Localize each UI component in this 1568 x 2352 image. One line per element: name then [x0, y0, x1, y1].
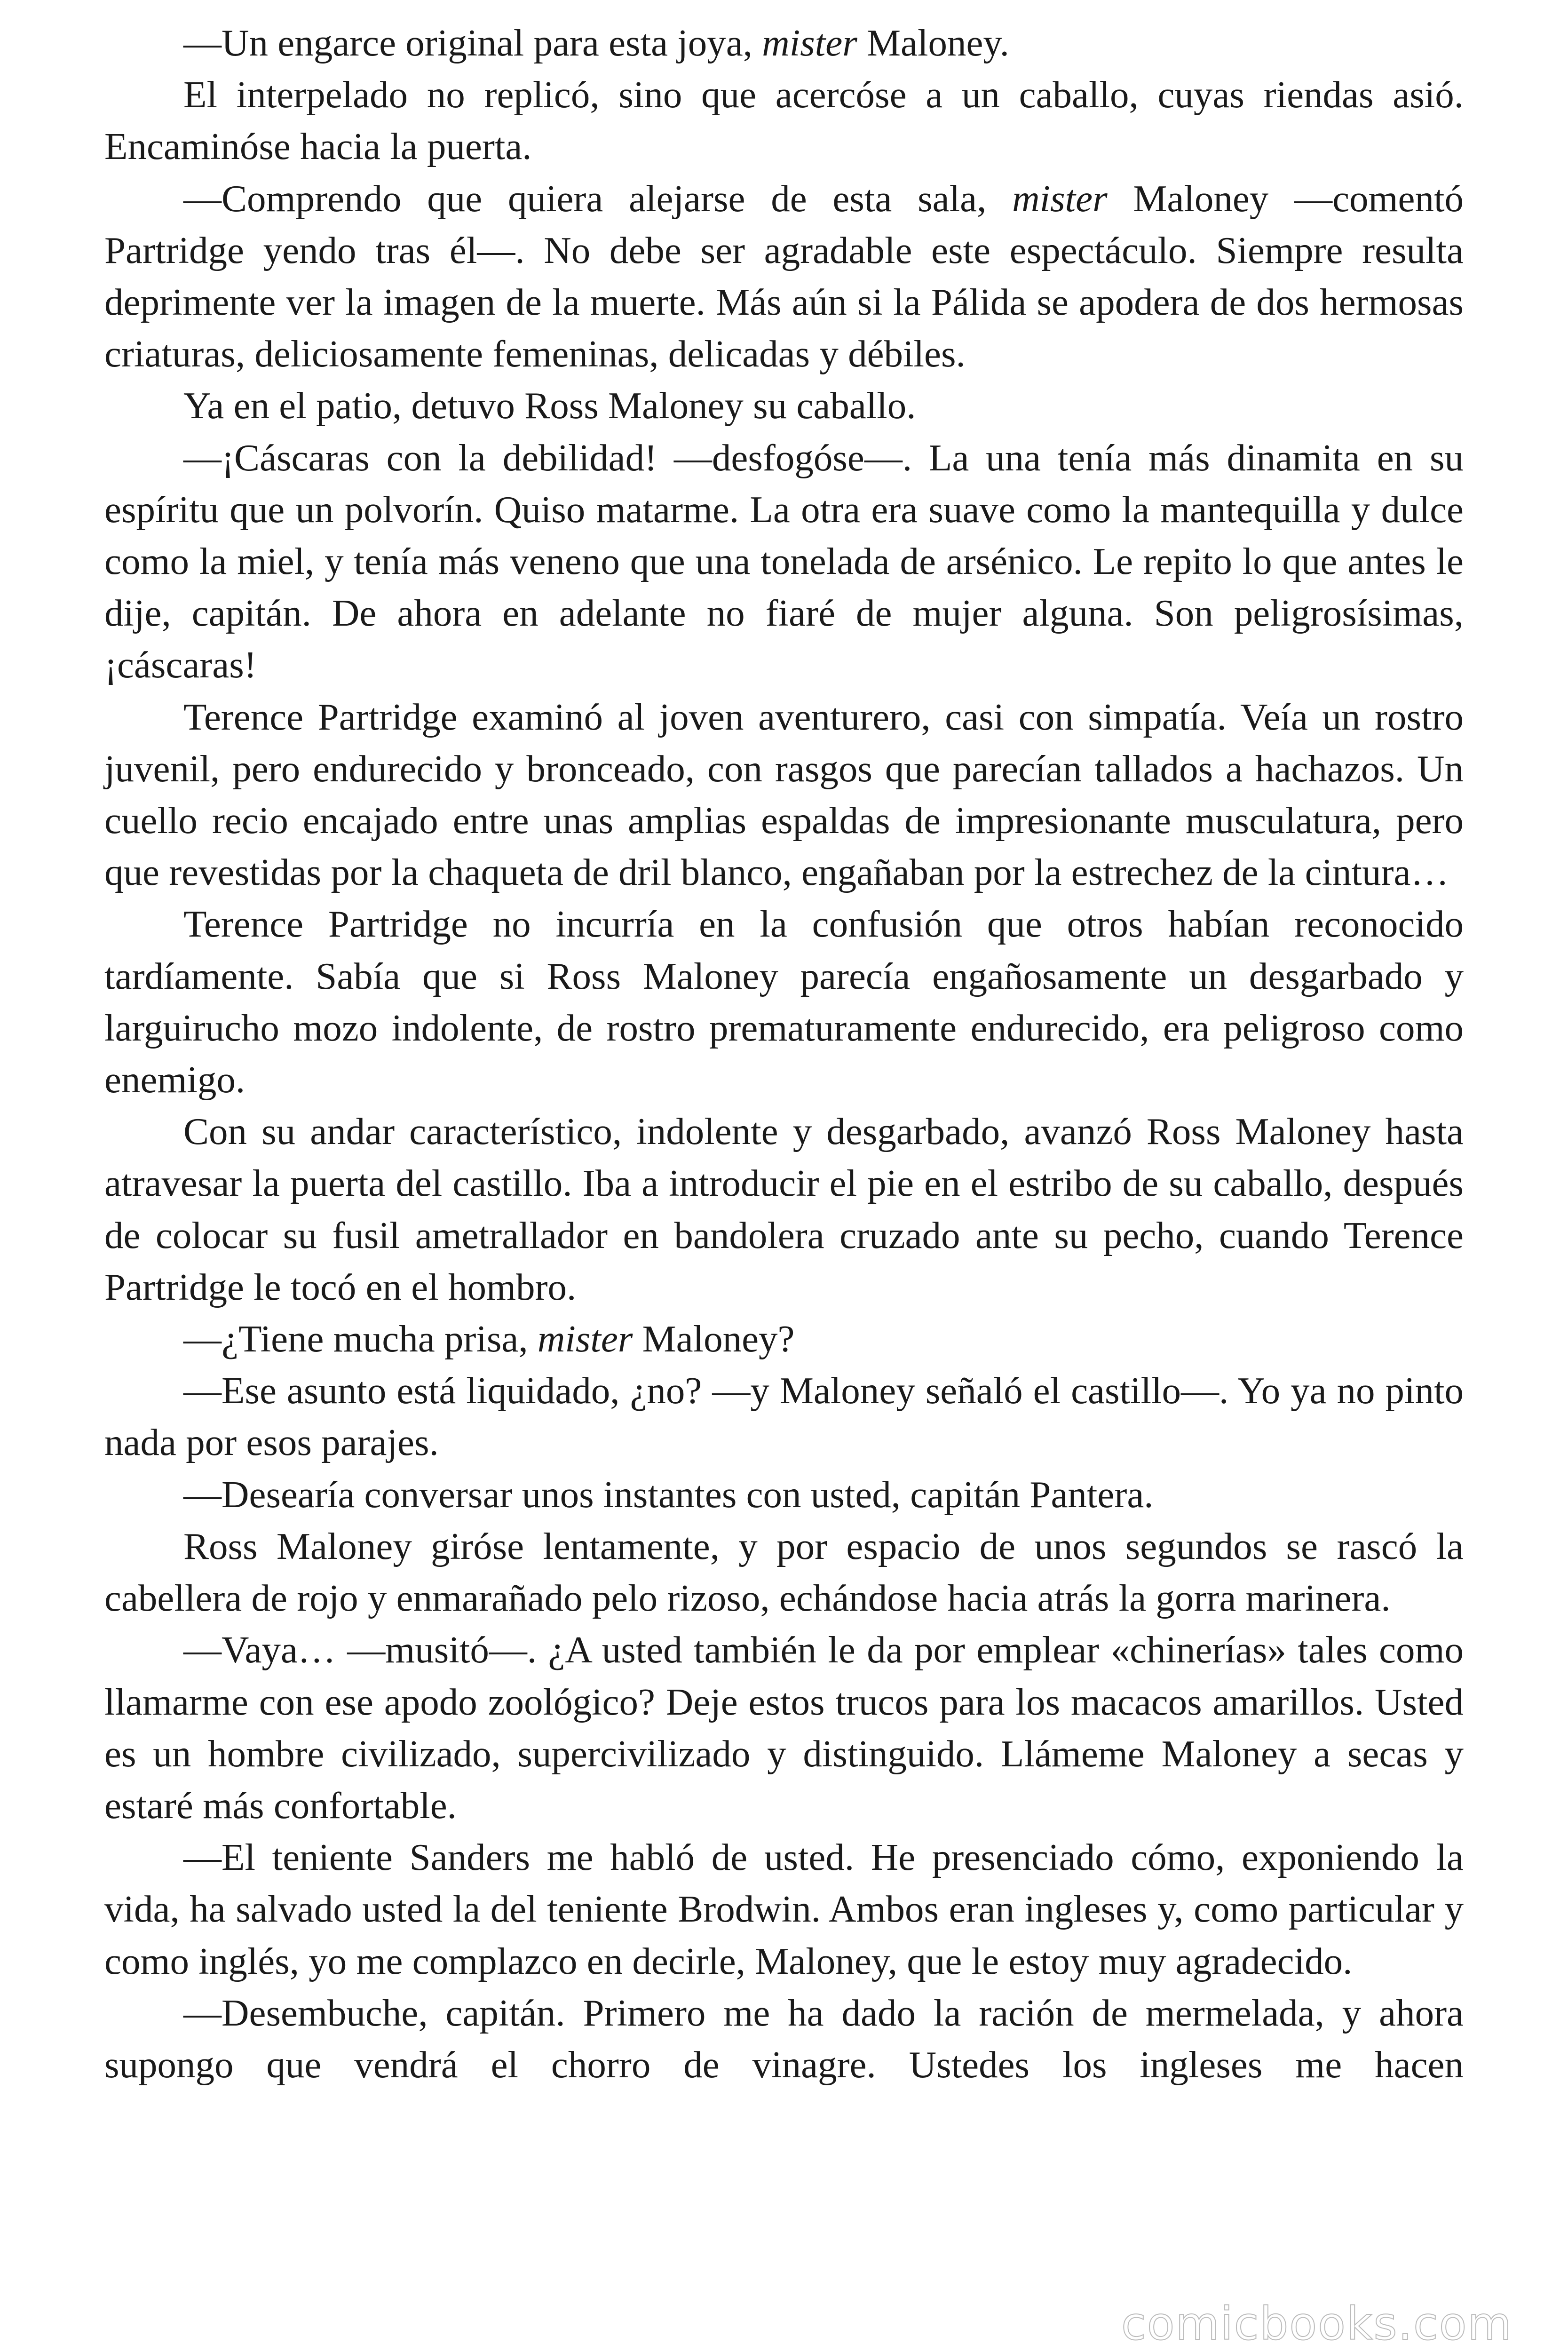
text-run: —¿Tiene mucha prisa, [183, 1318, 538, 1360]
paragraph [104, 898, 1464, 1105]
text-run: Maloney. [857, 22, 1009, 64]
paragraph [104, 1313, 1464, 1365]
text-run: Ross Maloney giróse lentamente, y por espacio de unos segundos se rascó la cabellera de rojo y enmarañado pelo rizoso, echándose hacia atrás la gorra marinera. [104, 1525, 1464, 1620]
italic-text: mister [537, 1318, 633, 1360]
text-run: —¡Cáscaras con la debilidad! —desfogóse—. La una tenía más dinamita en su espíritu que un polvorín. Quiso matarme. La otra era suave como la mantequilla y dulce como la miel, y tenía más veneno que una tonelada de arsénico. Le repito lo que antes le dije, capitán. De ahora en adelante no fiaré de mujer alguna. Son peligrosísimas, ¡cáscaras! [104, 436, 1464, 686]
paragraph [104, 1624, 1464, 1831]
text-run: Maloney? [633, 1318, 795, 1360]
text-run: —Desearía conversar unos instantes con usted, capitán Pantera. [183, 1473, 1154, 1516]
paragraph [104, 69, 1464, 172]
text-run: Terence Partridge no incurría en la confusión que otros habían reconocido tardíamente. Sabía que si Ross Maloney parecía engañosamente un desgarbado y larguirucho mozo indolente, de rostro prematuramente endurecido, era peligroso como enemigo. [104, 903, 1464, 1101]
paragraph [104, 1105, 1464, 1313]
text-run: Terence Partridge examinó al joven aventurero, casi con simpatía. Veía un rostro juvenil, pero endurecido y bronceado, con rasgos que parecían tallados a hachazos. Un cuello recio encajado entre unas amplias espaldas de impresionante musculatura, pero que revestidas por la chaqueta de dril blanco, engañaban por la estrechez de la cintura… [104, 695, 1464, 894]
paragraph [104, 1365, 1464, 1468]
text-run: —El teniente Sanders me habló de usted. He presenciado cómo, exponiendo la vida, ha salvado usted la del teniente Brodwin. Ambos eran ingleses y, como particular y como inglés, yo me complazco en decirle, Maloney, que le estoy muy agradecido. [104, 1836, 1464, 1982]
paragraph [104, 173, 1464, 380]
paragraph [104, 1520, 1464, 1624]
paragraph [104, 1469, 1464, 1520]
text-run: Maloney —comentó Partridge yendo tras él—. No debe ser agradable este espectáculo. Siempre resulta deprimente ver la imagen de la muerte. Más aún si la Pálida se apodera de dos hermosas criaturas, deliciosamente femeninas, delicadas y débiles. [104, 177, 1464, 375]
text-run: —Ese asunto está liquidado, ¿no? —y Maloney señaló el castillo—. Yo ya no pinto nada por esos parajes. [104, 1369, 1464, 1464]
paragraph [104, 380, 1464, 431]
paragraph [104, 17, 1464, 69]
text-run: —Vaya… —musitó—. ¿A usted también le da por emplear «chinerías» tales como llamarme con ese apodo zoológico? Deje estos trucos para los macacos amarillos. Usted es un hombre civilizado, supercivilizado y distinguido. Llámeme Maloney a secas y estaré más confortable. [104, 1629, 1464, 1827]
paragraph [104, 1987, 1464, 2090]
watermark: comicbooks.com [1121, 2297, 1513, 2350]
text-run: Ya en el patio, detuvo Ross Maloney su caballo. [183, 384, 916, 427]
text-run: Con su andar característico, indolente y desgarbado, avanzó Ross Maloney hasta atravesar la puerta del castillo. Iba a introducir el pie en el estribo de su caballo, después de colocar su fusil ametrallador en bandolera cruzado ante su pecho, cuando Terence Partridge le tocó en el hombro. [104, 1110, 1464, 1308]
text-run: —Comprendo que quiera alejarse de esta sala, [183, 177, 1013, 220]
paragraph [104, 432, 1464, 691]
body-text [104, 17, 1464, 2090]
text-run: El interpelado no replicó, sino que acercóse a un caballo, cuyas riendas asió. Encaminóse hacia la puerta. [104, 73, 1464, 168]
text-run: —Un engarce original para esta joya, [183, 22, 762, 64]
italic-text: mister [762, 22, 857, 64]
paragraph [104, 691, 1464, 898]
paragraph [104, 1831, 1464, 1987]
text-run: —Desembuche, capitán. Primero me ha dado la ración de mermelada, y ahora supongo que vendrá el chorro de vinagre. Ustedes los ingleses me hacen [104, 1991, 1464, 2086]
italic-text: mister [1012, 177, 1108, 220]
